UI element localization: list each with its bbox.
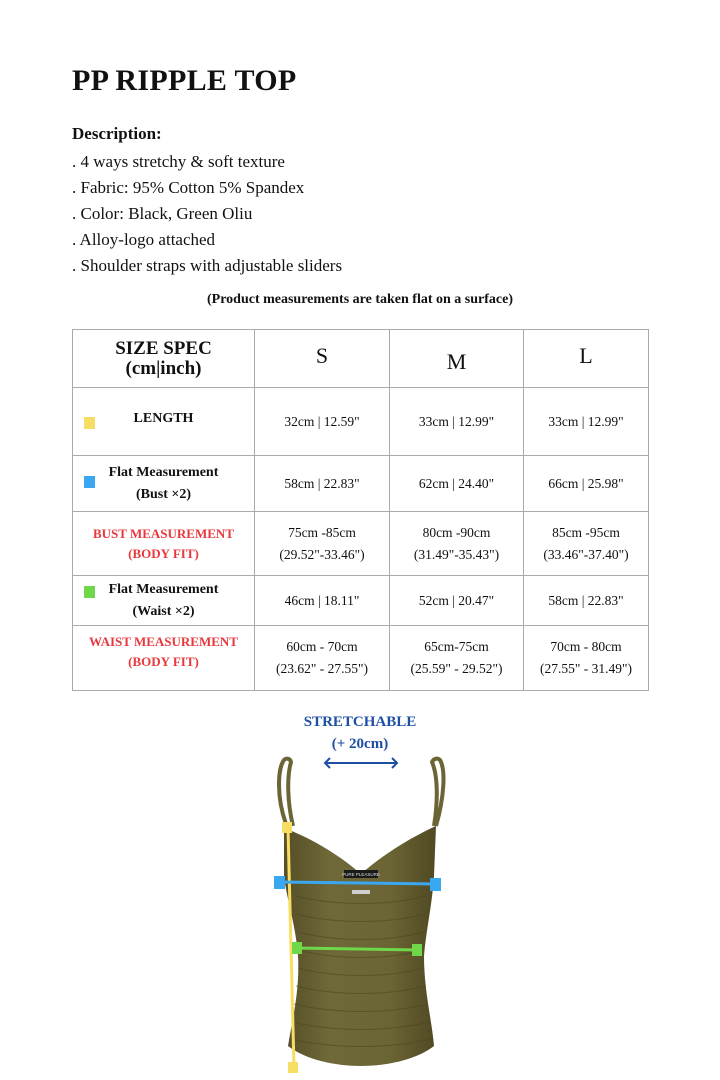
right-strap [432,759,443,826]
waist-fit-label: WAIST MEASUREMENT [89,634,238,649]
left-strap [279,759,293,826]
bust-flat-value-m: 62cm | 24.40" [390,456,524,512]
bust-fit-sublabel: (BODY FIT) [128,545,199,561]
description-item: . Color: Black, Green Oliu [72,204,253,223]
bust-measure-line [280,882,436,884]
size-header-s: S [255,330,390,388]
alloy-logo-icon [352,890,370,894]
table-row [73,512,649,576]
bust-fit-value-m: 80cm -90cm (31.49"-35.43") [390,512,524,576]
length-label: LENGTH [133,410,194,426]
length-bottom-marker [288,1062,298,1073]
size-header-m: M [390,330,524,388]
waist-measure-line [296,948,418,950]
bust-flat-value-s: 58cm | 22.83" [255,456,390,512]
waist-left-marker [292,942,302,954]
waist-flat-value-l: 58cm | 22.83" [524,576,649,626]
length-label-cell [73,388,255,456]
bust-right-marker [430,878,441,891]
bust-left-marker [274,876,285,889]
description-item: . Alloy-logo attached [72,230,216,249]
description-item: . Fabric: 95% Cotton 5% Spandex [72,178,305,197]
waist-flat-sublabel: (Waist ×2) [132,603,195,619]
measurement-note: (Product measurements are taken flat on a surface) [206,292,513,307]
table-row [73,456,649,512]
size-spec-table [72,329,649,691]
length-value-s: 32cm | 12.59" [255,388,390,456]
length-value-m: 33cm | 12.99" [390,388,524,456]
size-spec-title: SIZE SPEC [115,337,212,359]
waist-fit-value-m: 65cm-75cm (25.59" - 29.52") [390,626,524,691]
length-top-marker [282,822,292,833]
bust-flat-sublabel: (Bust ×2) [135,486,192,502]
table-header-row [73,330,649,388]
waist-fit-value-l: 70cm - 80cm (27.55" - 31.49") [524,626,649,691]
description-item: . 4 ways stretchy & soft texture [72,152,285,171]
waist-fit-value-s: 60cm - 70cm (23.62" - 27.55") [255,626,390,691]
waist-flat-label-cell [73,576,255,626]
stretchable-label: STRETCHABLE [303,714,417,730]
waist-fit-sublabel: (BODY FIT) [128,654,199,669]
bust-fit-label-cell [73,512,255,576]
description-item: . Shoulder straps with adjustable sliders [72,256,343,275]
size-spec-header [73,330,255,388]
stretchable-amount: (+ 20cm) [331,736,389,752]
waist-flat-label: Flat Measurement [108,581,219,597]
bust-flat-label: Flat Measurement [108,464,219,480]
size-header-l: L [524,330,649,388]
description-list [72,149,342,279]
table-row [73,576,649,626]
logo-tag-text: PURE PLEASURE [342,872,380,877]
waist-right-marker [412,944,422,956]
stretchable-callout [0,711,720,755]
table-row [73,388,649,456]
waist-flat-value-m: 52cm | 20.47" [390,576,524,626]
bust-flat-label-cell [73,456,255,512]
size-spec-units: (cm|inch) [125,357,202,379]
bust-flat-value-l: 66cm | 25.98" [524,456,649,512]
product-title: PP RIPPLE TOP [72,64,297,97]
bust-fit-value-l: 85cm -95cm (33.46"-37.40") [524,512,649,576]
bust-fit-label: BUST MEASUREMENT [93,525,234,541]
garment-illustration [266,756,456,1074]
waist-flat-value-s: 46cm | 18.11" [255,576,390,626]
bust-marker-icon [84,476,95,488]
bust-fit-value-s: 75cm -85cm (29.52"-33.46") [255,512,390,576]
waist-marker-icon [84,586,95,598]
length-value-l: 33cm | 12.99" [524,388,649,456]
table-row [73,626,649,691]
description-heading: Description: [72,124,162,143]
waist-fit-label-cell [73,626,255,691]
